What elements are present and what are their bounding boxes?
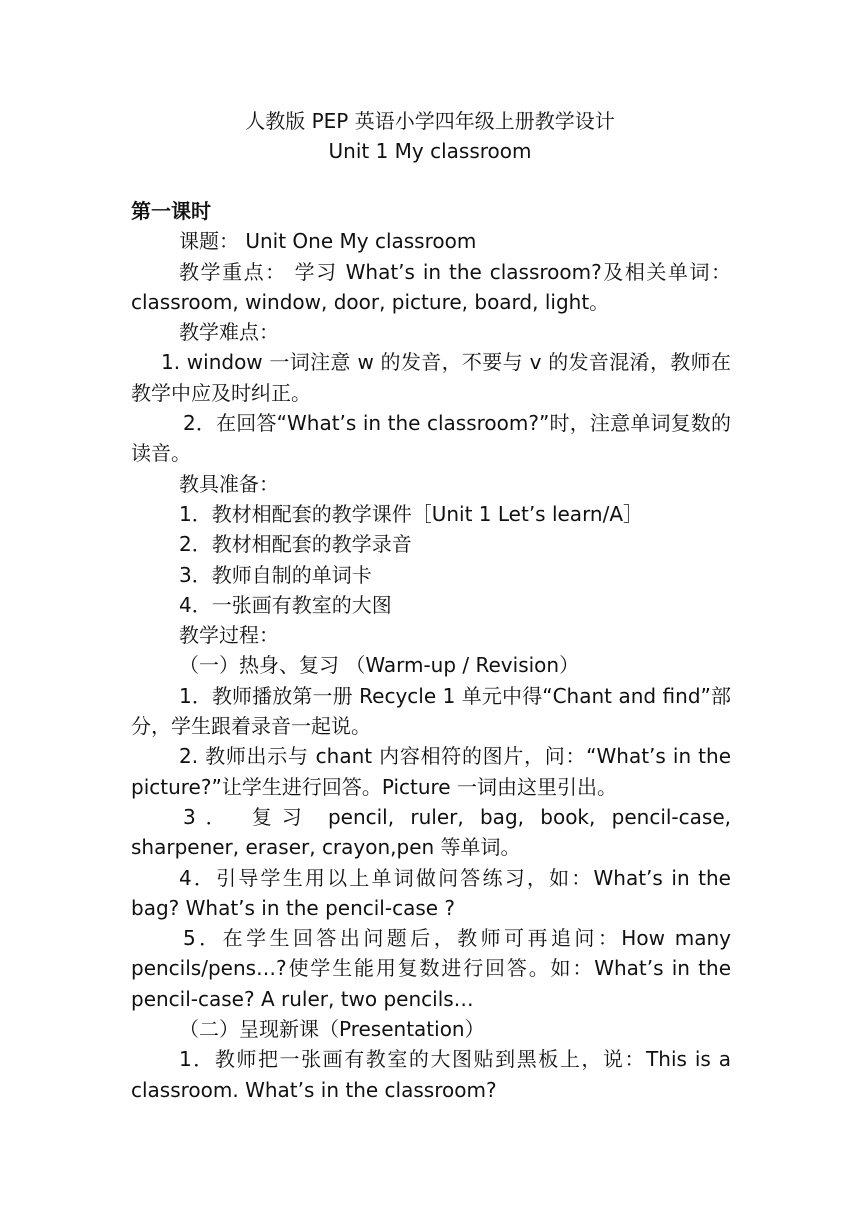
lesson-topic: 课题： Unit One My classroom xyxy=(179,229,477,254)
document-body xyxy=(131,196,731,1105)
teaching-focus: 教学重点： 学习 What’s in the classroom?及相关单词：classroom, window, door, picture, board, light。 xyxy=(131,259,731,314)
warmup-step-4: 4．引导学生用以上单词做问答练习，如：What’s in the bag? What’s in the pencil-case ? xyxy=(131,865,731,920)
material-item-4: 4．一张画有教室的大图 xyxy=(179,592,392,617)
difficulty-item-1: 1. window 一词注意 w 的发音，不要与 v 的发音混淆，教师在教学中应及时纠正。 xyxy=(131,350,731,405)
presentation-heading: （二）呈现新课（Presentation） xyxy=(179,1017,485,1042)
warmup-step-5: 5．在学生回答出问题后，教师可再追问：How many pencils/pens…?使学生能用复数进行回答。如：What’s in the pencil-case? A ruler, two pencils… xyxy=(131,926,731,1011)
document-title xyxy=(0,106,860,166)
difficulty-item-2: 2．在回答“What’s in the classroom?”时，注意单词复数的读音。 xyxy=(131,411,731,466)
presentation-step-1: 1．教师把一张画有教室的大图贴到黑板上，说：This is a classroom. What’s in the classroom? xyxy=(131,1047,731,1102)
warmup-heading: （一）热身、复习 （Warm-up / Revision） xyxy=(179,653,580,678)
warmup-step-2: 2. 教师出示与 chant 内容相符的图片，问：“What’s in the picture?”让学生进行回答。Picture 一词由这里引出。 xyxy=(131,744,731,799)
material-item-1: 1．教材相配套的教学课件［Unit 1 Let’s learn/A］ xyxy=(179,501,644,526)
teaching-difficulty-heading: 教学难点： xyxy=(179,320,279,345)
material-item-3: 3．教师自制的单词卡 xyxy=(179,562,372,587)
warmup-step-3: 3． 复习 pencil, ruler, bag, book, pencil-case, sharpener, eraser, crayon,pen 等单词。 xyxy=(131,804,731,860)
warmup-step-1: 1．教师播放第一册 Recycle 1 单元中得“Chant and find”部分，学生跟着录音一起说。 xyxy=(131,683,731,739)
section-heading: 第一课时 xyxy=(131,199,211,223)
material-item-2: 2．教材相配套的教学录音 xyxy=(179,532,412,557)
materials-heading: 教具准备： xyxy=(179,471,279,496)
process-heading: 教学过程： xyxy=(179,623,279,648)
document-title-unit: Unit 1 My classroom xyxy=(328,139,532,163)
document-title-main: 人教版 PEP 英语小学四年级上册教学设计 xyxy=(245,109,615,133)
